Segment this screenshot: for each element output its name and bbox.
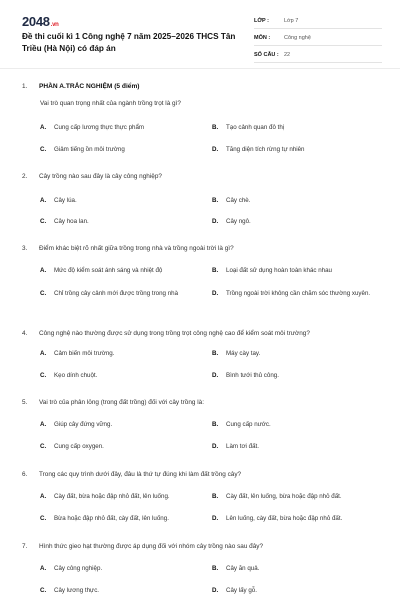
meta-count-value: 22	[284, 52, 291, 58]
question-4	[22, 329, 382, 338]
question-1	[22, 82, 382, 91]
logo-suffix: .vn	[50, 22, 59, 28]
meta-class-value: Lớp 7	[284, 18, 299, 24]
option-a[interactable]: A. Cung cấp lương thực thực phẩm	[40, 124, 145, 131]
meta-subject-label: MÔN :	[254, 35, 271, 41]
option-a[interactable]: A. Mức độ kiểm soát ánh sáng và nhiệt độ	[40, 267, 163, 274]
option-c[interactable]: C. Giảm tiếng ồn môi trường	[40, 146, 125, 153]
question-text: Hình thức gieo hạt thường được áp dụng đối với nhóm cây trồng nào sau đây?	[39, 543, 264, 550]
option-b[interactable]: B. Máy cày tay.	[212, 350, 261, 357]
question-text: Cây trồng nào sau đây là cây công nghiệp?	[39, 173, 162, 180]
option-c[interactable]: C. Bừa hoặc đập nhỏ đất, cày đất, lên luống.	[40, 515, 169, 522]
meta-question-count	[254, 48, 382, 63]
exam-meta	[254, 14, 382, 65]
logo-main: 2048	[22, 14, 50, 29]
option-c[interactable]: C. Cây lương thực.	[40, 587, 100, 594]
question-number: 3.	[22, 245, 28, 252]
question-5	[22, 398, 382, 407]
option-b[interactable]: B. Cây chè.	[212, 197, 251, 204]
option-d[interactable]: D. Tăng diện tích rừng tự nhiên	[212, 146, 305, 153]
option-b[interactable]: B. Cây ăn quả.	[212, 565, 260, 572]
option-a[interactable]: A. Cây lúa.	[40, 197, 77, 204]
question-number: 2.	[22, 173, 28, 180]
option-a[interactable]: A. Cày đất, bừa hoặc đập nhỏ đất, lên luống.	[40, 493, 170, 500]
option-b[interactable]: B. Cày đất, lên luống, bừa hoặc đập nhỏ đất.	[212, 493, 342, 500]
question-2	[22, 172, 382, 181]
option-a[interactable]: A. Cây công nghiệp.	[40, 565, 103, 572]
option-a[interactable]: A. Cảm biến môi trường.	[40, 350, 115, 357]
option-d[interactable]: D. Lên luống, cày đất, bừa hoặc đập nhỏ đất.	[212, 515, 343, 522]
option-c[interactable]: C. Cây hoa lan.	[40, 218, 89, 225]
question-7	[22, 542, 382, 551]
meta-count-label: SỐ CÂU :	[254, 52, 279, 58]
meta-subject	[254, 31, 382, 46]
option-d[interactable]: D. Cây ngô.	[212, 218, 251, 225]
question-3	[22, 244, 382, 253]
meta-class-label: LỚP :	[254, 18, 269, 24]
option-d[interactable]: D. Cây lấy gỗ.	[212, 587, 257, 594]
option-d[interactable]: D. Làm tơi đất.	[212, 443, 259, 450]
option-c[interactable]: C. Cung cấp oxygen.	[40, 443, 104, 450]
header-divider	[0, 68, 400, 69]
section-title: PHẦN A.TRẮC NGHIỆM (5 điểm)	[39, 83, 140, 90]
question-number: 7.	[22, 543, 28, 550]
option-a[interactable]: A. Giúp cây đứng vững.	[40, 421, 113, 428]
meta-class	[254, 14, 382, 29]
question-number: 6.	[22, 471, 28, 478]
exam-title: Đề thi cuối kì 1 Công nghệ 7 năm 2025–2026 THCS Tân Triều (Hà Nội) có đáp án	[22, 32, 236, 53]
question-text: Trong các quy trình dưới đây, đâu là thứ tự đúng khi làm đất trồng cây?	[39, 471, 242, 478]
question-text: Vai trò quan trọng nhất của ngành trồng trọt là gì?	[40, 100, 181, 107]
question-text: Vai trò của phân lỏng (trong đất trồng) đối với cây trồng là:	[39, 399, 204, 406]
option-b[interactable]: B. Tạo cảnh quan đô thị	[212, 124, 285, 131]
question-number: 1.	[22, 83, 28, 90]
page-header	[0, 0, 400, 66]
option-b[interactable]: B. Cung cấp nước.	[212, 421, 271, 428]
question-number: 4.	[22, 330, 28, 337]
option-b[interactable]: B. Loại đất sử dụng hoàn toàn khác nhau	[212, 267, 332, 274]
question-text: Công nghệ nào thường được sử dụng trong trồng trọt công nghệ cao để kiểm soát môi trường?	[39, 330, 310, 337]
option-d[interactable]: D. Trồng ngoài trời không cần chăm sóc thường xuyên.	[212, 290, 371, 297]
question-number: 5.	[22, 399, 28, 406]
question-6	[22, 470, 382, 479]
option-c[interactable]: C. Kẹo dính chuột.	[40, 372, 98, 379]
option-d[interactable]: D. Bình tưới thủ công.	[212, 372, 279, 379]
option-c[interactable]: C. Chỉ trồng cây cảnh mới được trồng trong nhà	[40, 290, 179, 297]
meta-subject-value: Công nghệ	[284, 35, 311, 41]
site-logo[interactable]	[22, 14, 59, 29]
question-text: Điểm khác biệt rõ nhất giữa trồng trong nhà và trồng ngoài trời là gì?	[39, 245, 234, 252]
